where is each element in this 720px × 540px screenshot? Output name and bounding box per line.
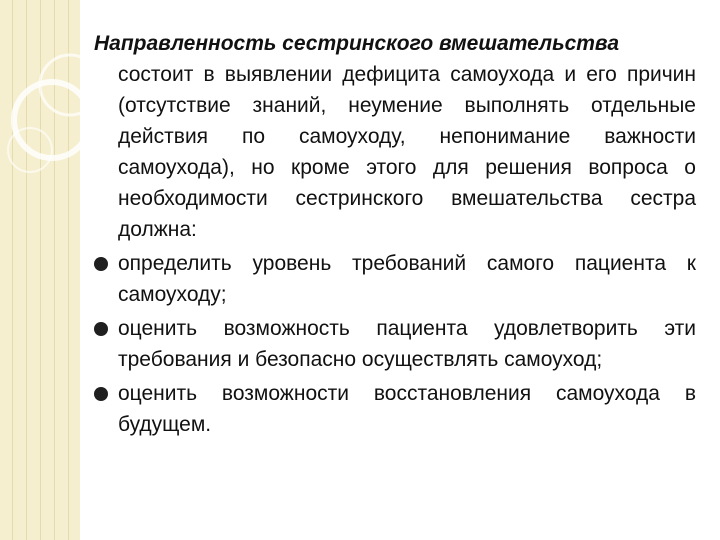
intro-lead: Направленность сестринского вмешательства [94, 32, 620, 55]
intro-paragraph [94, 28, 696, 59]
list-item [94, 248, 696, 310]
intro-text: состоит в выявлении дефицита самоухода и его причин (отсутствие знаний, неумение выполнять отдельные действия по самоуходу, непонимание важности самоухода), но кроме этого для решения вопроса о необходимости сестринского вмешательства сестра должна: [118, 63, 696, 241]
list-item-text: оценить возможность пациента удовлетворить эти требования и безопасно осуществлять самоуход; [118, 317, 696, 371]
slide-content [94, 28, 696, 440]
bullet-icon [94, 257, 108, 271]
list-item-text: определить уровень требований самого пациента к самоуходу; [118, 252, 696, 306]
list-item-text: оценить возможности восстановления самоухода в будущем. [118, 382, 696, 436]
bullet-icon [94, 387, 108, 401]
list-item [94, 313, 696, 375]
list-item [94, 378, 696, 440]
decor-circles [0, 0, 80, 540]
decorative-side-panel [0, 0, 80, 540]
intro-body [94, 59, 696, 245]
bullet-icon [94, 322, 108, 336]
